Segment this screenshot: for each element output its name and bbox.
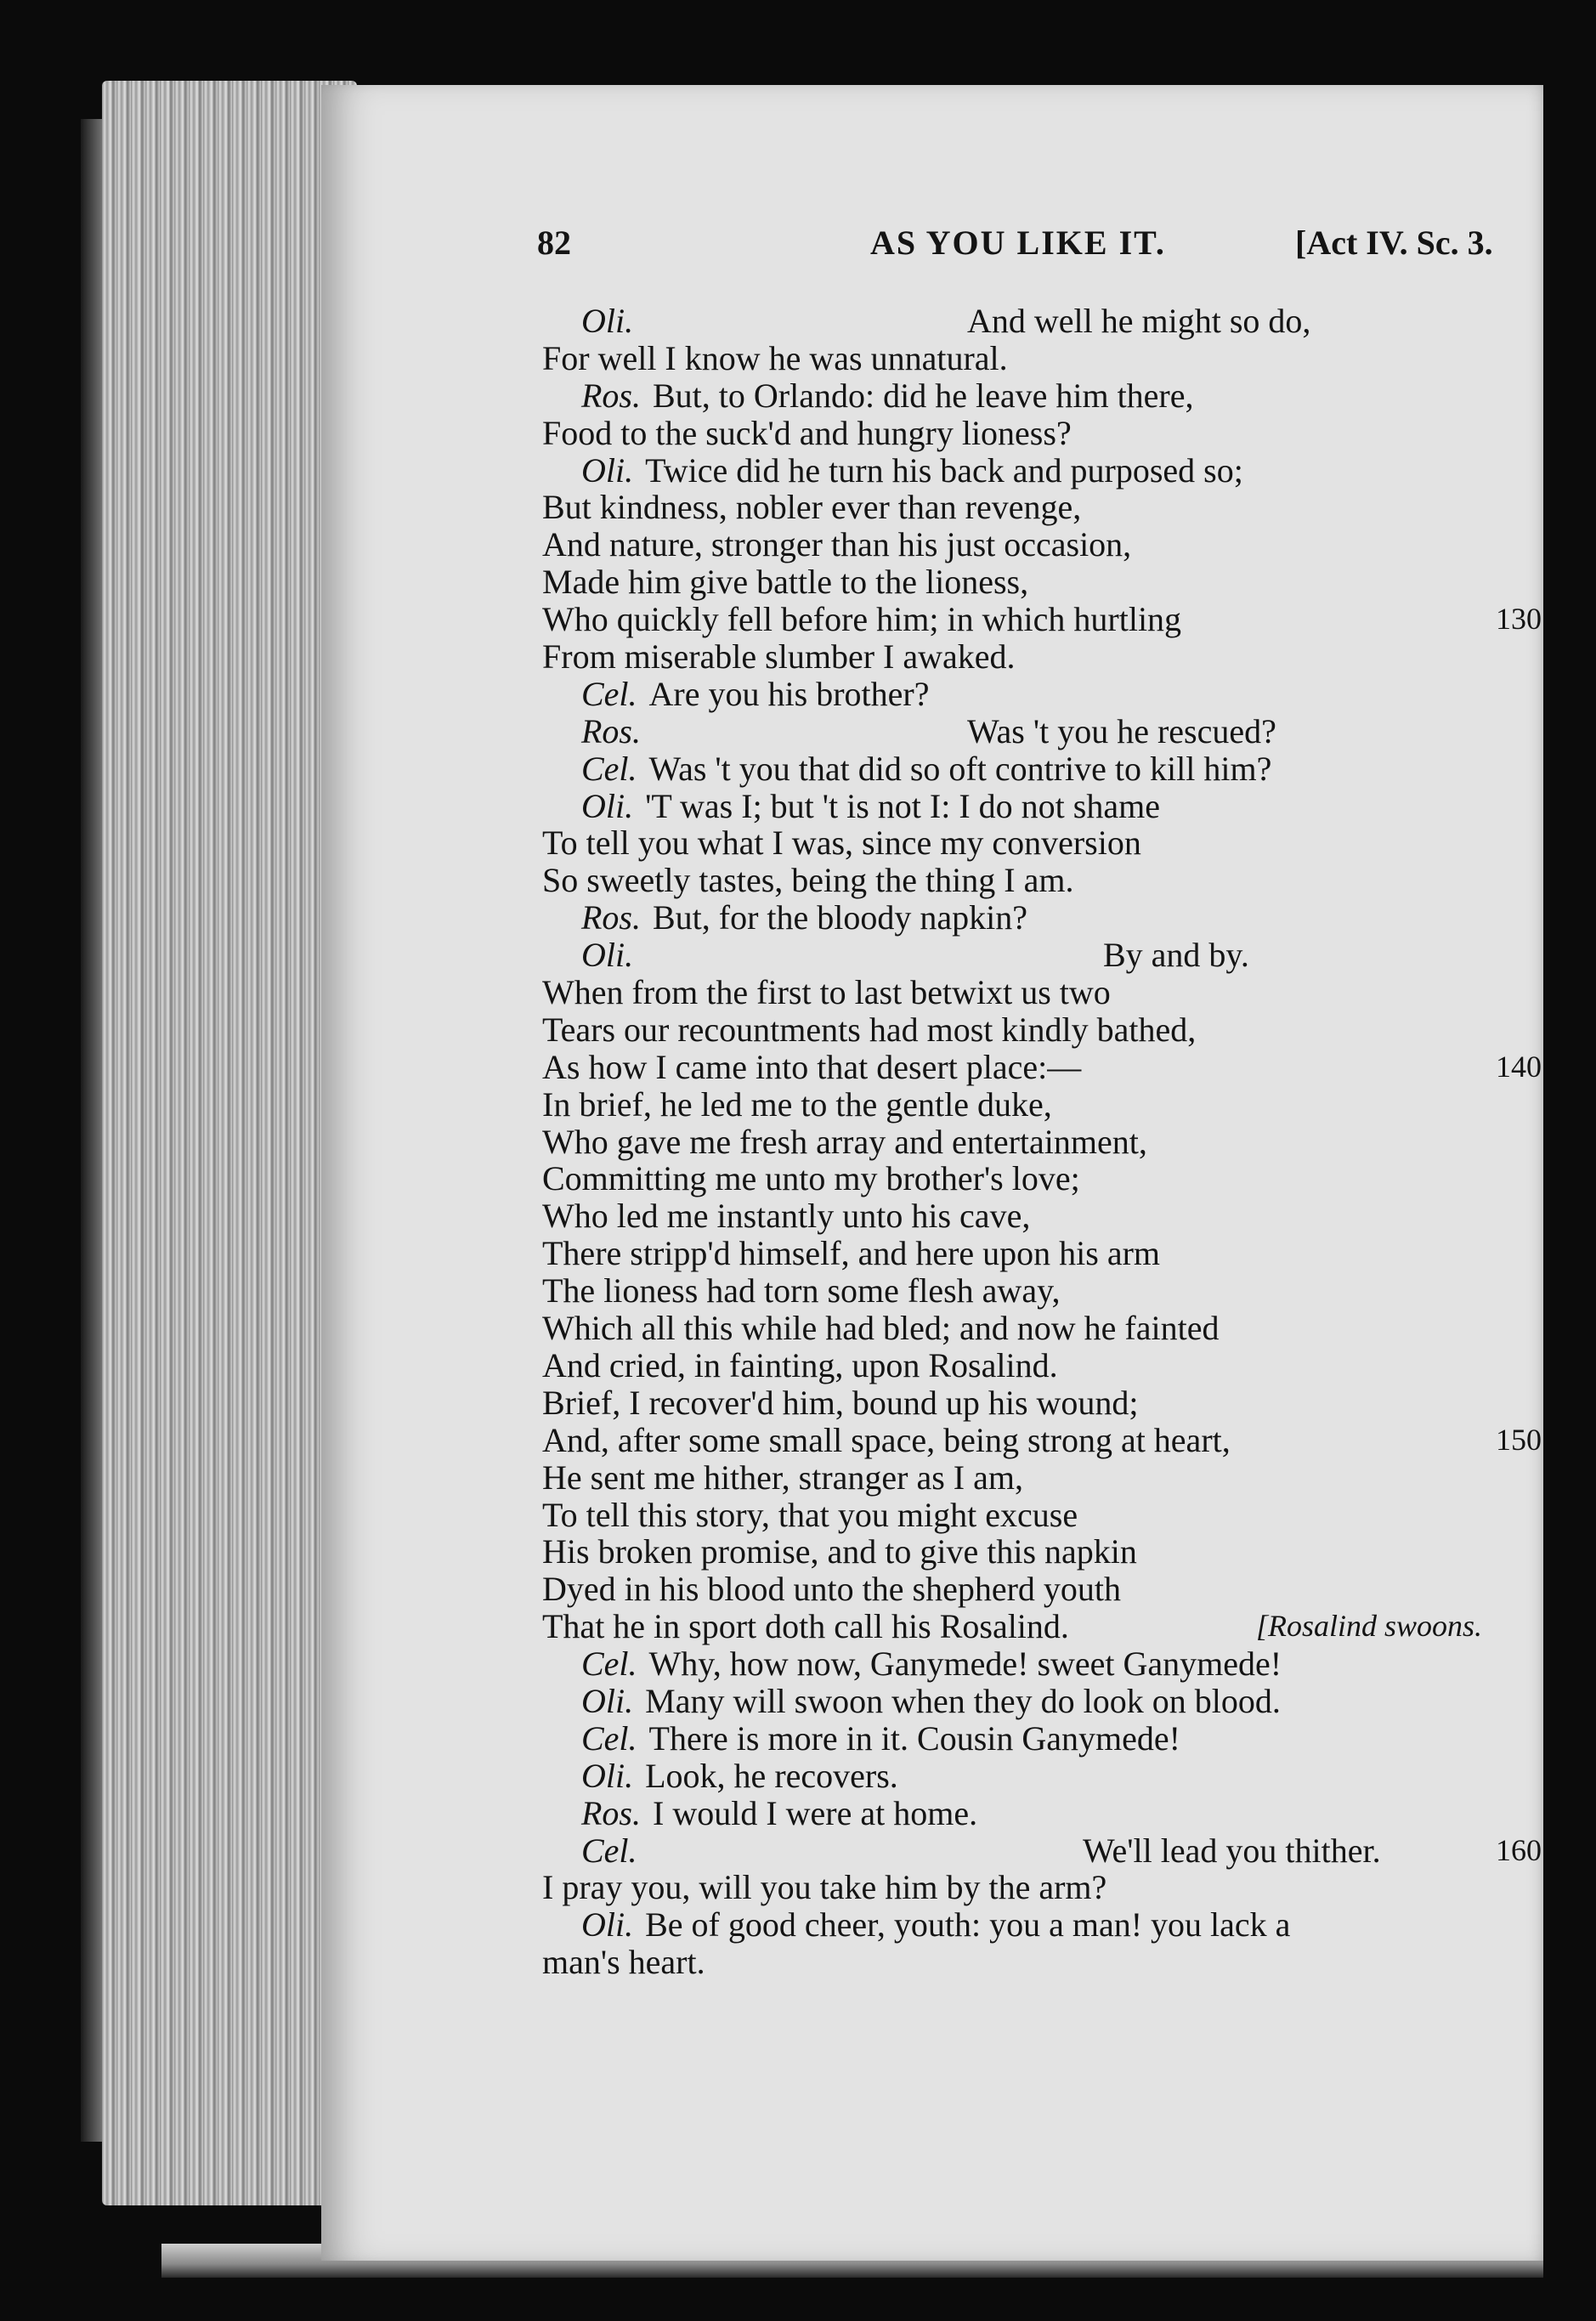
verse-line bbox=[542, 1497, 1545, 1534]
speaker-name: Oli. bbox=[581, 936, 634, 975]
speaker-name: Ros. bbox=[581, 711, 641, 750]
act-scene-label: [Act IV. Sc. 3. bbox=[1295, 224, 1493, 262]
line-text: Who quickly fell before him; in which hurtling bbox=[542, 600, 1182, 639]
line-text: But kindness, nobler ever than revenge, bbox=[542, 488, 1082, 527]
verse-line bbox=[542, 1124, 1545, 1161]
speaker-name: Cel. bbox=[581, 1718, 637, 1758]
speaker-name: Cel. bbox=[581, 749, 637, 788]
line-text-continuation: And well he might so do, bbox=[967, 302, 1311, 340]
line-text: Look, he recovers. bbox=[645, 1756, 898, 1795]
verse-line bbox=[542, 377, 1545, 415]
verse-line bbox=[542, 1310, 1545, 1347]
speaker-name: Ros. bbox=[581, 898, 641, 937]
verse-line bbox=[542, 750, 1545, 788]
verse-line bbox=[542, 1645, 1545, 1683]
running-header bbox=[537, 223, 1548, 274]
line-text: Twice did he turn his back and purposed so; bbox=[645, 450, 1243, 490]
line-text: To tell you what I was, since my conversion bbox=[542, 824, 1141, 863]
line-text: That he in sport doth call his Rosalind. bbox=[542, 1607, 1069, 1646]
verse-line bbox=[542, 824, 1545, 862]
speaker-name: Oli. bbox=[581, 1905, 634, 1945]
speaker-name: Oli. bbox=[581, 1681, 634, 1720]
line-text: Brief, I recover'd him, bound up his wound; bbox=[542, 1383, 1139, 1422]
speaker-name: Oli. bbox=[581, 450, 634, 490]
line-text: There stripp'd himself, and here upon his arm bbox=[542, 1234, 1161, 1273]
verse-line bbox=[542, 638, 1545, 676]
line-text: The lioness had torn some flesh away, bbox=[542, 1271, 1061, 1311]
line-text: From miserable slumber I awaked. bbox=[542, 637, 1016, 676]
verse-line bbox=[542, 1384, 1545, 1422]
page-number: 82 bbox=[537, 224, 571, 262]
line-text: Be of good cheer, youth: you a man! you lack a bbox=[645, 1905, 1291, 1945]
verse-line bbox=[542, 526, 1545, 563]
verse-line bbox=[542, 452, 1545, 490]
verse-line bbox=[542, 1944, 1545, 1981]
line-text: Are you his brother? bbox=[648, 674, 930, 713]
line-text: He sent me hither, stranger as I am, bbox=[542, 1458, 1023, 1497]
line-text: Was 't you that did so oft contrive to kill him? bbox=[648, 749, 1272, 788]
verse-line bbox=[542, 1795, 1545, 1832]
line-text: man's heart. bbox=[542, 1943, 705, 1982]
verse-line bbox=[542, 340, 1545, 377]
line-text: And cried, in fainting, upon Rosalind. bbox=[542, 1345, 1058, 1384]
line-number: 150 bbox=[1496, 1422, 1542, 1457]
play-title: AS YOU LIKE IT. bbox=[870, 224, 1166, 262]
line-text: Food to the suck'd and hungry lioness? bbox=[542, 413, 1072, 452]
line-text: Tears our recountments had most kindly bathed, bbox=[542, 1010, 1197, 1049]
verse-line bbox=[542, 937, 1545, 974]
verse-line bbox=[542, 1720, 1545, 1758]
verse-line bbox=[542, 713, 1545, 750]
page-stack-edges bbox=[102, 81, 357, 2205]
line-text: And, after some small space, being strong at heart, bbox=[542, 1420, 1231, 1459]
verse-line bbox=[542, 1758, 1545, 1795]
stage-direction: [Rosalind swoons. bbox=[1256, 1609, 1483, 1644]
verse-line bbox=[542, 1571, 1545, 1608]
verse-line bbox=[542, 862, 1545, 899]
line-text: To tell this story, that you might excuse bbox=[542, 1495, 1078, 1534]
line-text: Dyed in his blood unto the shepherd youth bbox=[542, 1570, 1122, 1609]
verse-line bbox=[542, 1011, 1545, 1049]
verse-line bbox=[542, 563, 1545, 601]
line-number: 160 bbox=[1496, 1832, 1542, 1867]
line-text: For well I know he was unnatural. bbox=[542, 338, 1008, 377]
line-text: But, to Orlando: did he leave him there, bbox=[653, 376, 1194, 415]
line-text: Who led me instantly unto his cave, bbox=[542, 1197, 1031, 1236]
line-text: Who gave me fresh array and entertainment, bbox=[542, 1122, 1147, 1161]
line-text: 'T was I; but 't is not I: I do not shame bbox=[645, 786, 1160, 825]
play-text bbox=[542, 303, 1545, 1981]
line-text: When from the first to last betwixt us two bbox=[542, 973, 1111, 1012]
line-text-continuation: Was 't you he rescued? bbox=[967, 711, 1276, 750]
verse-line bbox=[542, 1869, 1545, 1906]
verse-line bbox=[542, 1160, 1545, 1197]
verse-line bbox=[542, 1049, 1545, 1086]
speaker-name: Oli. bbox=[581, 786, 634, 825]
line-text: In brief, he led me to the gentle duke, bbox=[542, 1084, 1052, 1124]
verse-line bbox=[542, 899, 1545, 937]
line-text-continuation: By and by. bbox=[1103, 936, 1249, 975]
line-number: 140 bbox=[1496, 1049, 1542, 1084]
line-text: Which all this while had bled; and now he fainted bbox=[542, 1309, 1220, 1348]
verse-line bbox=[542, 1197, 1545, 1235]
line-text-continuation: We'll lead you thither. bbox=[1083, 1831, 1381, 1870]
speaker-name: Ros. bbox=[581, 1793, 641, 1832]
verse-line bbox=[542, 1235, 1545, 1272]
verse-line bbox=[542, 1347, 1545, 1384]
line-text: Why, how now, Ganymede! sweet Ganymede! bbox=[648, 1645, 1282, 1684]
line-text: But, for the bloody napkin? bbox=[653, 898, 1028, 937]
verse-line bbox=[542, 974, 1545, 1011]
line-number: 130 bbox=[1496, 602, 1542, 637]
verse-line bbox=[542, 1832, 1545, 1870]
speaker-name: Cel. bbox=[581, 674, 637, 713]
line-text: I would I were at home. bbox=[653, 1793, 978, 1832]
verse-line bbox=[542, 415, 1545, 452]
verse-line bbox=[542, 601, 1545, 638]
verse-line bbox=[542, 303, 1545, 340]
verse-line bbox=[542, 676, 1545, 713]
speaker-name: Cel. bbox=[581, 1831, 637, 1870]
verse-line bbox=[542, 1906, 1545, 1944]
line-text: There is more in it. Cousin Ganymede! bbox=[648, 1718, 1180, 1758]
line-text: Made him give battle to the lioness, bbox=[542, 563, 1029, 602]
speaker-name: Ros. bbox=[581, 376, 641, 415]
speaker-name: Cel. bbox=[581, 1645, 637, 1684]
speaker-name: Oli. bbox=[581, 302, 634, 340]
verse-line bbox=[542, 1272, 1545, 1310]
verse-line bbox=[542, 1683, 1545, 1720]
line-text: Many will swoon when they do look on blood. bbox=[645, 1681, 1281, 1720]
line-text: Committing me unto my brother's love; bbox=[542, 1159, 1080, 1198]
verse-line bbox=[542, 489, 1545, 526]
line-text: So sweetly tastes, being the thing I am. bbox=[542, 861, 1074, 900]
verse-line bbox=[542, 788, 1545, 825]
verse-line bbox=[542, 1608, 1545, 1645]
line-text: I pray you, will you take him by the arm? bbox=[542, 1868, 1107, 1907]
verse-line bbox=[542, 1086, 1545, 1124]
verse-line bbox=[542, 1459, 1545, 1497]
verse-line bbox=[542, 1533, 1545, 1571]
verse-line bbox=[542, 1422, 1545, 1459]
speaker-name: Oli. bbox=[581, 1756, 634, 1795]
line-text: As how I came into that desert place:— bbox=[542, 1047, 1082, 1086]
line-text: And nature, stronger than his just occasion, bbox=[542, 525, 1132, 564]
line-text: His broken promise, and to give this napkin bbox=[542, 1532, 1137, 1571]
